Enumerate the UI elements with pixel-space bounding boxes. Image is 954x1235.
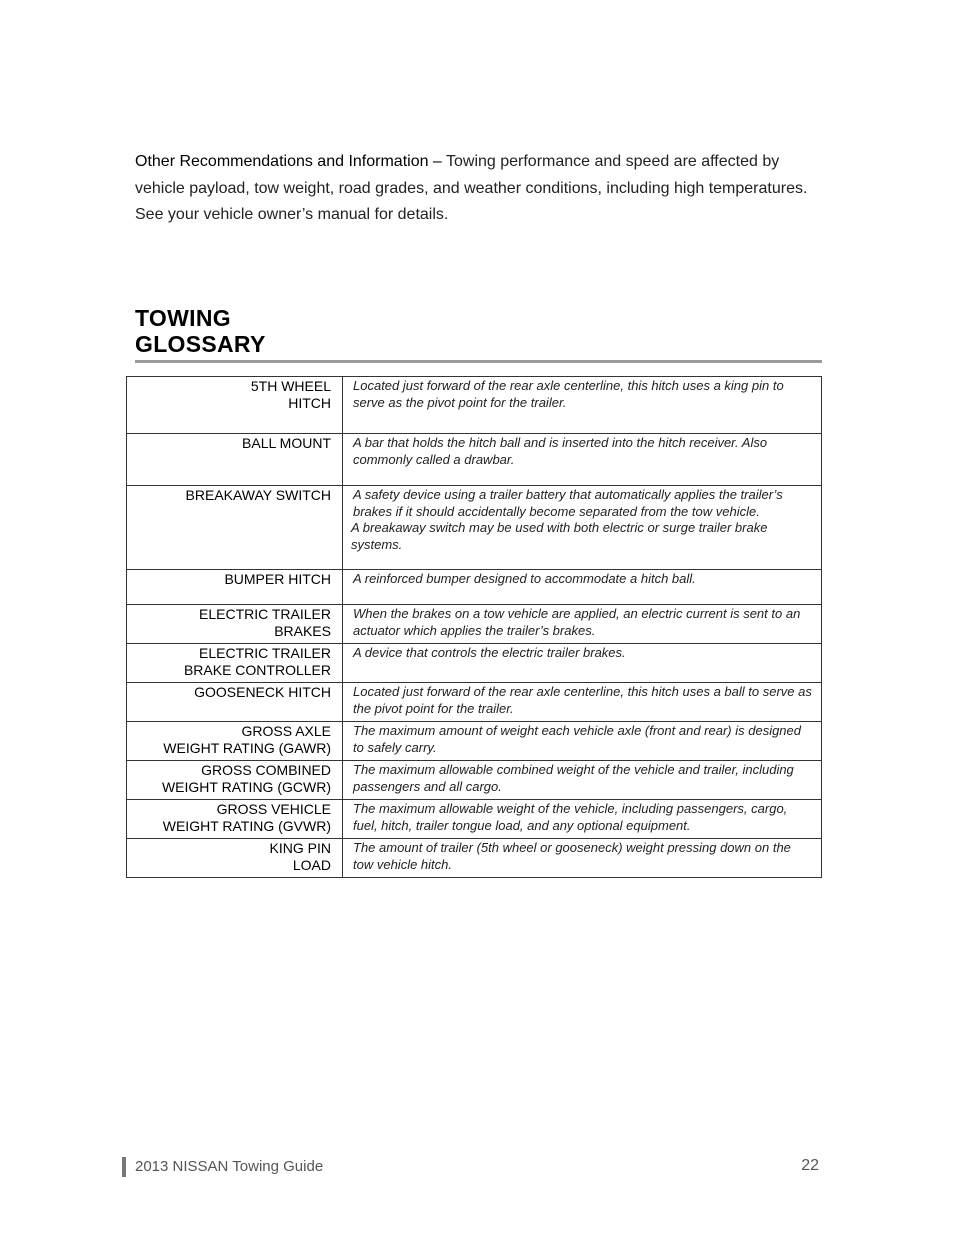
glossary-table — [126, 376, 822, 878]
glossary-definition — [343, 605, 822, 644]
glossary-term — [127, 761, 343, 800]
term-line: 5TH WHEEL — [250, 378, 331, 394]
table-row — [127, 722, 822, 761]
definition-text-extra: A breakaway switch may be used with both electric or surge trailer brake systems. — [351, 520, 768, 552]
table-row — [127, 605, 822, 644]
table-row — [127, 683, 822, 722]
definition-text: The maximum allowable weight of the vehicle, including passengers, cargo, fuel, hitch, trailer tongue load, and any optional equipment. — [353, 801, 788, 833]
term-line: GOOSENECK HITCH — [194, 684, 331, 700]
table-row — [127, 761, 822, 800]
term-line: GROSS COMBINED — [201, 762, 331, 778]
term-line: KING PIN — [269, 840, 331, 856]
definition-text: When the brakes on a tow vehicle are applied, an electric current is sent to an actuator which applies the trailer’s brakes. — [353, 606, 801, 638]
table-row — [127, 377, 822, 434]
glossary-definition — [343, 839, 822, 878]
table-row — [127, 644, 822, 683]
table-row — [127, 434, 822, 486]
footer-title: 2013 NISSAN Towing Guide — [135, 1158, 324, 1175]
table-row — [127, 486, 822, 570]
glossary-definition — [343, 486, 822, 570]
term-line: BALL MOUNT — [242, 435, 331, 451]
definition-text: Located just forward of the rear axle centerline, this hitch uses a king pin to serve as the pivot point for the trailer. — [353, 378, 784, 410]
glossary-term — [127, 839, 343, 878]
term-line: GROSS VEHICLE — [216, 801, 331, 817]
term-line: HITCH — [288, 395, 331, 411]
intro-lead: Other Recommendations and Information – — [135, 153, 442, 170]
glossary-definition — [343, 570, 822, 605]
glossary-heading — [135, 305, 822, 363]
definition-text: The maximum allowable combined weight of the vehicle and trailer, including passengers and all cargo. — [353, 762, 794, 794]
term-line: BUMPER HITCH — [224, 571, 331, 587]
glossary-definition — [343, 800, 822, 839]
term-line: LOAD — [292, 857, 331, 873]
intro-body: Towing performance and speed are affected by vehicle payload, tow weight, road grades, and weather conditions, including high temperatures. See your vehicle owner’s manual for details. — [135, 153, 808, 223]
glossary-term — [127, 377, 343, 434]
glossary-term — [127, 683, 343, 722]
glossary-term — [127, 570, 343, 605]
glossary-heading-line1: TOWING — [135, 305, 231, 331]
glossary-definition — [343, 761, 822, 800]
definition-text: A reinforced bumper designed to accommodate a hitch ball. — [353, 571, 696, 586]
glossary-term — [127, 800, 343, 839]
glossary-term — [127, 486, 343, 570]
table-row — [127, 839, 822, 878]
glossary-definition — [343, 644, 822, 683]
definition-text: A device that controls the electric trailer brakes. — [353, 645, 626, 660]
glossary-definition — [343, 683, 822, 722]
term-line: GROSS AXLE — [241, 723, 331, 739]
glossary-term — [127, 644, 343, 683]
table-row — [127, 570, 822, 605]
term-line: ELECTRIC TRAILER — [199, 606, 331, 622]
definition-text: The amount of trailer (5th wheel or gooseneck) weight pressing down on the tow vehicle hitch. — [353, 840, 791, 872]
definition-text: A safety device using a trailer battery that automatically applies the trailer’s brakes if it should accidentally become separated from the tow vehicle. — [353, 487, 783, 519]
definition-text: The maximum amount of weight each vehicle axle (front and rear) is designed to safely carry. — [353, 723, 801, 755]
glossary-term — [127, 722, 343, 761]
definition-text: Located just forward of the rear axle centerline, this hitch uses a ball to serve as the pivot point for the trailer. — [353, 684, 812, 716]
glossary-heading-line2: GLOSSARY — [135, 331, 266, 357]
footer-bar — [122, 1157, 126, 1177]
page-number: 22 — [801, 1157, 819, 1174]
term-line: WEIGHT RATING (GCWR) — [161, 779, 331, 795]
glossary-term — [127, 605, 343, 644]
term-line: WEIGHT RATING (GVWR) — [162, 818, 331, 834]
intro-paragraph — [135, 149, 825, 229]
term-line: WEIGHT RATING (GAWR) — [163, 740, 331, 756]
term-line: ELECTRIC TRAILER — [199, 645, 331, 661]
glossary-definition — [343, 377, 822, 434]
term-line: BRAKES — [274, 623, 331, 639]
term-line: BRAKE CONTROLLER — [183, 662, 331, 678]
glossary-term — [127, 434, 343, 486]
glossary-definition — [343, 434, 822, 486]
table-row — [127, 800, 822, 839]
term-line: BREAKAWAY SWITCH — [185, 487, 331, 503]
definition-text: A bar that holds the hitch ball and is inserted into the hitch receiver. Also commonly called a drawbar. — [353, 435, 768, 467]
glossary-definition — [343, 722, 822, 761]
